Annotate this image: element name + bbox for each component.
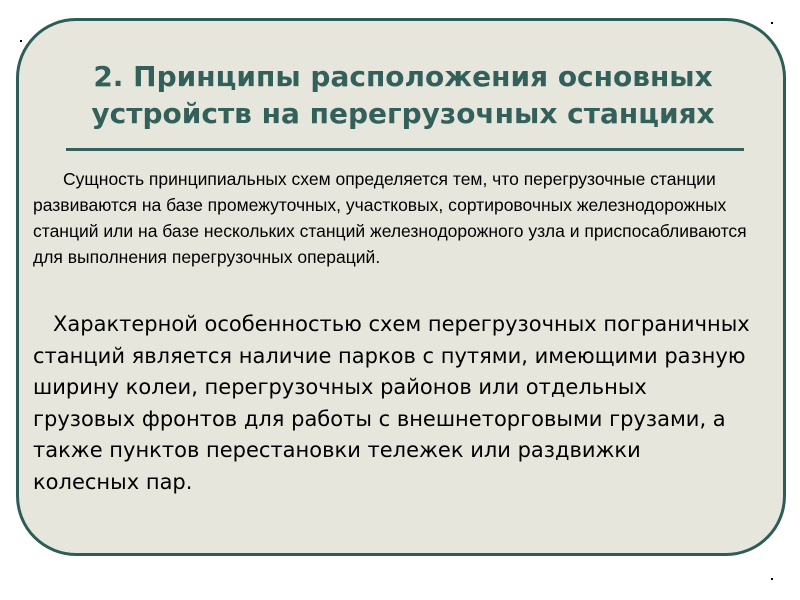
corner-dot: [771, 578, 773, 580]
title-underline: [66, 148, 744, 151]
corner-dot: [20, 40, 22, 42]
body-paragraph-1: Сущность принципиальных схем определяется тем, что перегрузочные станции развиваются на базе промежуточных, участковых, сортировочных железнодорожных станций или на базе нескольких станций железнодорожного узла и приспосабливаются для выполнения перегрузочных операций.: [33, 169, 747, 267]
slide-title: 2. Принципы расположения основных устройств на перегрузочных станциях: [91, 60, 715, 130]
corner-dot: [771, 22, 773, 24]
body-paragraph-2: Характерной особенностью схем перегрузочных пограничных станций является наличие парков с путями, имеющими разную ширину колеи, перегрузочных районов или отдельных грузовых фронтов для работы с внешнеторговыми грузами, а также пунктов перестановки тележек или раздвижки колесных пар.: [33, 312, 750, 494]
